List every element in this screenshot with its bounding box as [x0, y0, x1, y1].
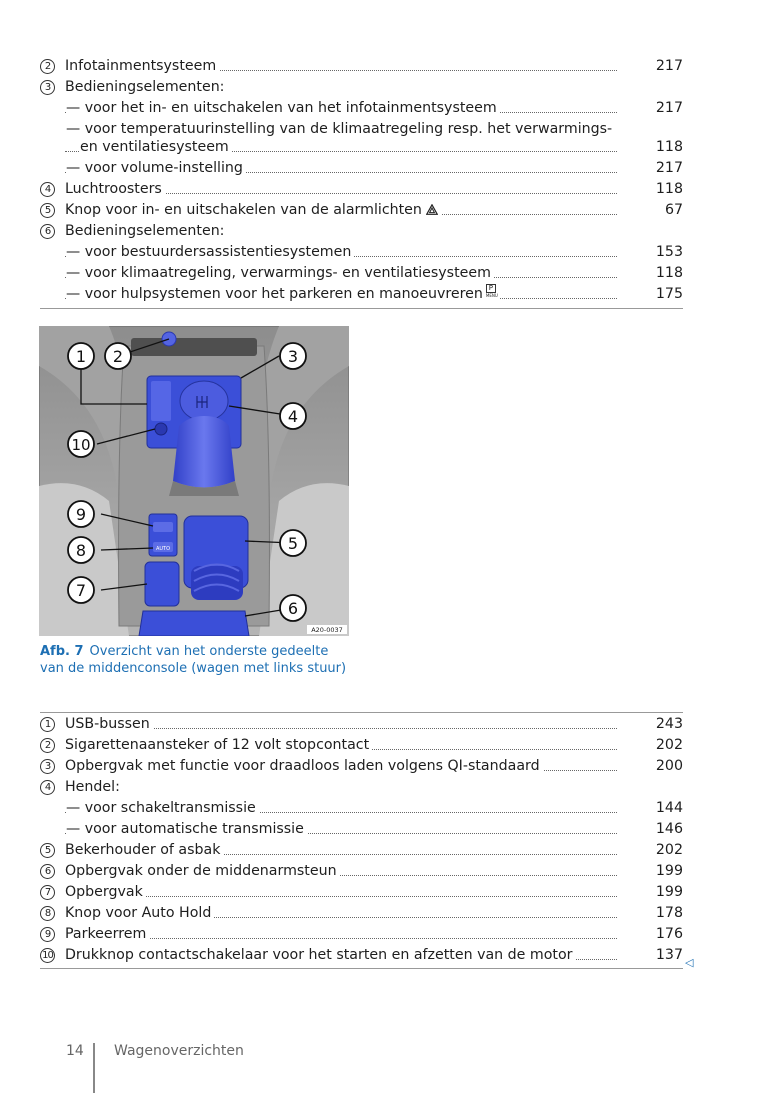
item-label: Bedieningselementen:: [65, 77, 227, 98]
item-number: 10: [40, 948, 55, 963]
callout-10: 10: [71, 436, 91, 454]
item-number: 4: [40, 182, 55, 197]
caption-text: Overzicht van het onderste gedeelte van de middenconsole (wagen met links stuur): [40, 644, 347, 676]
callout-2: 2: [112, 347, 124, 366]
list-item: [40, 179, 683, 200]
end-triangle-icon: ◁: [685, 956, 694, 969]
callout-9: 9: [75, 505, 87, 524]
item-number: 3: [40, 80, 55, 95]
item-label: Bedieningselementen:: [65, 221, 227, 242]
list-item: [40, 903, 683, 924]
figure-caption: [40, 643, 350, 677]
item-page: 178: [652, 903, 683, 924]
item-label: Sigarettenaansteker of 12 volt stopcontact: [65, 735, 372, 756]
item-page: 118: [652, 179, 683, 200]
callout-8: 8: [75, 541, 87, 560]
item-page: 118: [652, 263, 683, 284]
list-item: [40, 242, 683, 263]
list-item: [40, 924, 683, 945]
item-page: 175: [652, 284, 683, 305]
image-code: A20-0037: [311, 626, 343, 634]
item-page: 200: [652, 756, 683, 777]
item-page: 67: [661, 200, 683, 221]
list-item: [40, 819, 683, 840]
item-number: 4: [40, 780, 55, 795]
item-label: Bekerhouder of asbak: [65, 840, 223, 861]
list-item: [40, 861, 683, 882]
item-label: Opbergvak met functie voor draadloos laden volgens QI-standaard: [65, 756, 543, 777]
callout-5: 5: [287, 534, 299, 553]
item-label: Opbergvak onder de middenarmsteun: [65, 861, 340, 882]
item-number: 6: [40, 864, 55, 879]
list-item: [40, 77, 683, 98]
figure-number: Afb. 7: [40, 644, 84, 659]
list-item: [40, 284, 683, 305]
callout-1: 1: [75, 347, 87, 366]
item-label: Hendel:: [65, 777, 123, 798]
section-title: Wagenoverzichten: [114, 1043, 244, 1059]
item-label: — voor het in- en uitschakelen van het infotainmentsysteem: [66, 98, 500, 119]
item-label: — voor bestuurdersassistentiesystemen: [66, 242, 354, 263]
list-item: [40, 158, 683, 179]
item-label: Luchtroosters: [65, 179, 165, 200]
item-page: 243: [652, 714, 683, 735]
item-page: 153: [652, 242, 683, 263]
list-item: [40, 840, 683, 861]
list-item: [40, 56, 683, 77]
item-page: 118: [652, 137, 683, 158]
item-number: 1: [40, 717, 55, 732]
callout-7: 7: [75, 581, 87, 600]
list-item: [40, 798, 683, 819]
list-item: [40, 221, 683, 242]
list-item: [40, 882, 683, 903]
item-page: 144: [652, 798, 683, 819]
item-label: Opbergvak: [65, 882, 146, 903]
divider: [40, 308, 683, 309]
item-label: — voor volume-instelling: [66, 158, 246, 179]
item-number: 5: [40, 843, 55, 858]
item-page: 202: [652, 735, 683, 756]
item-label: — voor hulpsystemen voor het parkeren en manoeuvreren: [66, 286, 483, 302]
item-number: 7: [40, 885, 55, 900]
item-page: 217: [652, 98, 683, 119]
center-console-figure: [39, 326, 349, 636]
item-page: 199: [652, 882, 683, 903]
list-item: [40, 200, 683, 221]
item-number: 6: [40, 224, 55, 239]
list-item: [40, 756, 683, 777]
item-label: — voor schakeltransmissie: [66, 798, 259, 819]
item-label: Drukknop contactschakelaar voor het starten en afzetten van de motor: [65, 945, 575, 966]
item-label: Infotainmentsysteem: [65, 56, 219, 77]
item-label: — voor klimaatregeling, verwarmings- en ventilatiesysteem: [66, 263, 494, 284]
callout-6: 6: [287, 599, 299, 618]
item-label: Knop voor in- en uitschakelen van de alarmlichten: [65, 202, 422, 218]
page-number: 14: [66, 1043, 84, 1059]
item-number: 3: [40, 759, 55, 774]
list-item: [40, 137, 683, 158]
item-page: 146: [652, 819, 683, 840]
parking-menu-icon: P MENU: [485, 284, 498, 298]
item-page: 199: [652, 861, 683, 882]
list-item: [40, 263, 683, 284]
callout-3: 3: [287, 347, 299, 366]
item-number: 9: [40, 927, 55, 942]
item-page: 176: [652, 924, 683, 945]
list-item: [40, 735, 683, 756]
item-page: 137: [652, 945, 683, 966]
list-item: [40, 714, 683, 735]
item-label: — voor temperatuurinstelling van de klimaatregeling resp. het verwarmings-: [66, 119, 615, 140]
item-page: 217: [652, 158, 683, 179]
item-page: 202: [652, 840, 683, 861]
item-page: 217: [652, 56, 683, 77]
auto-hold-label: AUTO: [155, 546, 171, 552]
divider: [40, 968, 683, 969]
item-label: Parkeerrem: [65, 924, 149, 945]
item-label: en ventilatiesysteem: [80, 137, 232, 158]
list-item: [40, 98, 683, 119]
item-number: 8: [40, 906, 55, 921]
list-item: [40, 777, 683, 798]
item-label: — voor automatische transmissie: [66, 819, 307, 840]
footer-divider: [93, 1043, 95, 1093]
divider: [40, 712, 683, 713]
item-label: Knop voor Auto Hold: [65, 903, 214, 924]
callout-4: 4: [287, 407, 299, 426]
item-number: 2: [40, 738, 55, 753]
item-number: 5: [40, 203, 55, 218]
item-number: 2: [40, 59, 55, 74]
item-label: USB-bussen: [65, 714, 153, 735]
list-item: [40, 945, 683, 966]
hazard-warning-icon: [426, 204, 438, 215]
